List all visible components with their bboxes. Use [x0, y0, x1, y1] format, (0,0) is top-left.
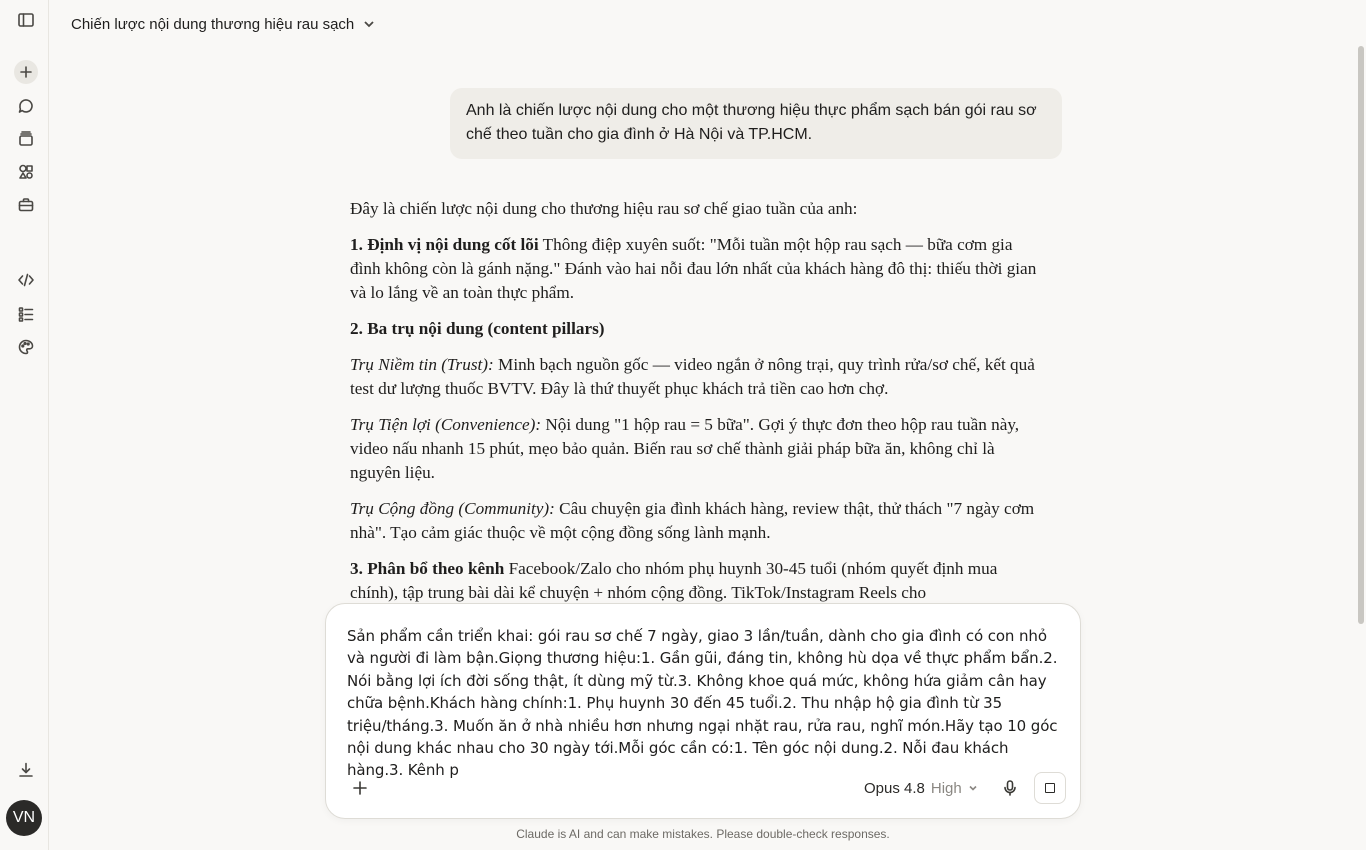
conversation-title-button[interactable]	[71, 14, 376, 34]
palette-button[interactable]	[12, 333, 40, 361]
section-body: Facebook/Zalo cho nhóm phụ huynh 30-45 tuổi (nhóm quyết định mua chính), tập trung bài dài kể chuyện + nhóm cộng đồng. TikTok/Instagram Reels cho	[350, 559, 998, 602]
section-heading: 3. Phân bổ theo kênh	[350, 559, 505, 578]
chevron-down-icon	[362, 17, 376, 31]
avatar[interactable]: VN	[6, 800, 42, 836]
download-icon	[17, 761, 35, 779]
chats-icon	[17, 97, 35, 115]
message-composer	[325, 603, 1081, 819]
artifacts-icon	[17, 163, 35, 181]
section-heading: 2. Ba trụ nội dung (content pillars)	[350, 319, 605, 338]
pillar-convenience	[350, 413, 1040, 485]
message-input[interactable]: Sản phẩm cần triển khai: gói rau sơ chế 7 ngày, giao 3 lần/tuần, dành cho gia đình có con nhỏ và người đi làm bận.Giọng thương hiệu:1. Gần gũi, đáng tin, không hù dọa về thực phẩm bẩn.2. Nói bằng lợi ích đời sống thật, ít dùng mỹ từ.3. Không khoe quá mức, không hứa giảm cân hay chữa bệnh.Khách hàng chính:1. Phụ huynh 30 đến 45 tuổi.2. Thu nhập hộ gia đình từ 35 triệu/tháng.3. Muốn ăn ở nhà nhiều hơn nhưng ngại nhặt rau, rửa rau, nghĩ món.Hãy tạo 10 góc nội dung khác nhau cho 30 ngày tới.Mỗi góc cần có:1. Tên góc nội dung.2. Nỗi đau khách hàng.3. Kênh p	[347, 627, 1058, 780]
new-chat-button[interactable]	[14, 60, 38, 84]
chats-button[interactable]	[12, 92, 40, 120]
model-name: Opus 4.8	[864, 779, 925, 797]
response-intro: Đây là chiến lược nội dung cho thương hiệu rau sơ chế giao tuần của anh:	[350, 199, 858, 218]
projects-icon	[17, 130, 35, 148]
sidebar-toggle-icon	[17, 11, 35, 29]
effort-level: High	[930, 779, 962, 797]
pillar-label: Trụ Niềm tin (Trust):	[350, 355, 494, 374]
assistant-message	[350, 197, 1040, 607]
sidebar	[0, 0, 49, 850]
tools-icon	[17, 196, 35, 214]
pillar-community	[350, 497, 1040, 545]
tasks-button[interactable]	[12, 300, 40, 328]
microphone-icon	[1001, 779, 1019, 797]
stop-icon	[1045, 783, 1055, 793]
palette-icon	[17, 338, 35, 356]
pillar-body: Câu chuyện gia đình khách hàng, review thật, thử thách "7 ngày cơm nhà". Tạo cảm giác thuộc về một cộng đồng sống lành mạnh.	[350, 499, 1035, 542]
conversation-title: Chiến lược nội dung thương hiệu rau sạch	[71, 15, 355, 33]
section-body: Thông điệp xuyên suốt: "Mỗi tuần một hộp rau sạch — bữa cơm gia đình không còn là gánh nặng." Đánh vào hai nỗi đau lớn nhất của khách hàng đô thị: thiếu thời gian và lo lắng về an toàn thực phẩm.	[350, 235, 1037, 302]
artifacts-button[interactable]	[12, 158, 40, 186]
attach-button[interactable]	[346, 774, 374, 802]
pillar-body: Nội dung "1 hộp rau = 5 bữa". Gợi ý thực đơn theo hộp rau tuần này, video nấu nhanh 15 phút, mẹo bảo quản. Biến rau sơ chế thành giải pháp bữa ăn, không chỉ là nguyên liệu.	[350, 415, 1020, 482]
new-chat-icon	[19, 65, 33, 79]
scrollbar[interactable]	[1358, 46, 1364, 624]
plus-icon	[352, 780, 368, 796]
pillar-trust	[350, 353, 1040, 401]
response-section-1	[350, 233, 1040, 305]
model-selector[interactable]	[864, 777, 978, 799]
response-section-2	[350, 317, 1040, 341]
download-button[interactable]	[12, 756, 40, 784]
sidebar-toggle-button[interactable]	[12, 6, 40, 34]
user-message: Anh là chiến lược nội dung cho một thương hiệu thực phẩm sạch bán gói rau sơ chế theo tuần cho gia đình ở Hà Nội và TP.HCM.	[450, 88, 1062, 159]
pillar-label: Trụ Cộng đồng (Community):	[350, 499, 555, 518]
pillar-body: Minh bạch nguồn gốc — video ngắn ở nông trại, quy trình rửa/sơ chế, kết quả test dư lượng thuốc BVTV. Đây là thứ thuyết phục khách trả tiền cao hơn chợ.	[350, 355, 1035, 398]
stop-button[interactable]	[1034, 772, 1066, 804]
section-heading: 1. Định vị nội dung cốt lõi	[350, 235, 539, 254]
tools-button[interactable]	[12, 191, 40, 219]
projects-button[interactable]	[12, 125, 40, 153]
chevron-down-icon	[968, 783, 978, 793]
disclaimer: Claude is AI and can make mistakes. Please double-check responses.	[516, 827, 890, 841]
response-section-3	[350, 557, 1040, 605]
voice-input-button[interactable]	[996, 774, 1024, 802]
pillar-label: Trụ Tiện lợi (Convenience):	[350, 415, 542, 434]
code-icon	[17, 271, 35, 289]
tasks-icon	[17, 305, 35, 323]
code-button[interactable]	[12, 266, 40, 294]
